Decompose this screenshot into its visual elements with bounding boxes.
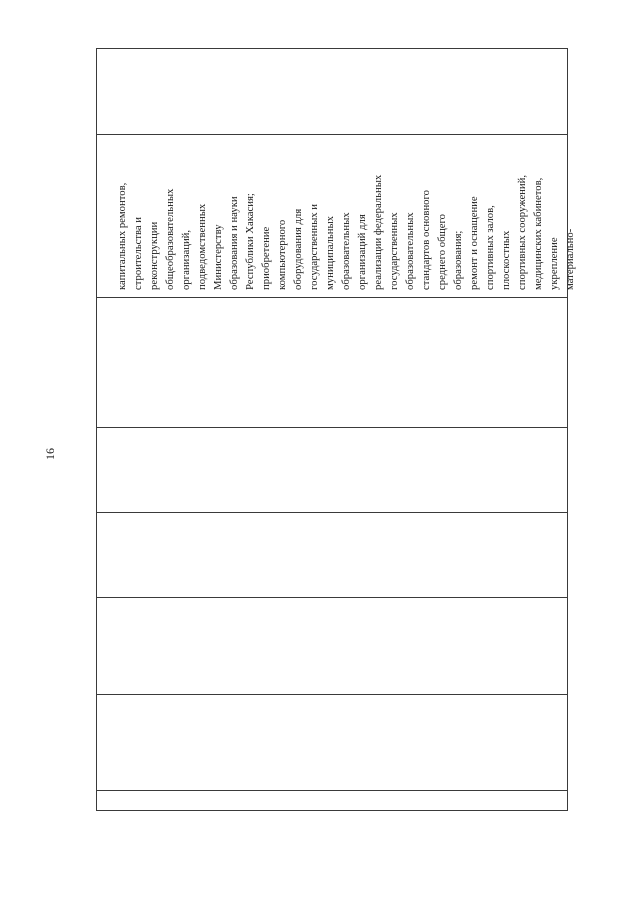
- cell-text-line: компьютерного: [276, 219, 288, 290]
- cell-text-line: общеобразовательных: [164, 188, 176, 290]
- cell-text-line: ремонт и оснащение: [468, 196, 480, 290]
- cell-text-block: [114, 140, 576, 290]
- cell-text-line: организаций,: [180, 229, 192, 290]
- cell-text-line: медицинских кабинетов,: [532, 177, 544, 290]
- cell-text-line: реализации федеральных: [372, 174, 384, 290]
- cell-text-line: государственных и: [308, 203, 320, 290]
- cell-text-line: оборудования для: [292, 208, 304, 290]
- cell-text-line: строительства и: [132, 216, 144, 290]
- cell-text-line: плоскостных: [500, 230, 512, 290]
- cell-text-line: Республики Хакасия;: [244, 193, 256, 290]
- cell-text-line: образования;: [452, 230, 464, 290]
- cell-text-line: спортивных сооружений,: [516, 174, 528, 290]
- cell-text-line: капитальных ремонтов,: [116, 182, 128, 290]
- table-cell-rotated: [114, 140, 576, 290]
- cell-text-line: подведомственных: [196, 203, 208, 290]
- cell-text-line: укрепление: [548, 237, 560, 290]
- cell-text-line: спортивных залов,: [484, 205, 496, 290]
- cell-text-line: муниципальных: [324, 216, 336, 290]
- page-number: 16: [43, 448, 57, 460]
- cell-text-line: Министерству: [212, 224, 224, 290]
- cell-text-line: среднего общего: [436, 214, 448, 290]
- cell-text-line: организаций для: [356, 214, 368, 290]
- cell-text-line: реконструкции: [148, 221, 160, 290]
- cell-text-line: образования и науки: [228, 196, 240, 290]
- cell-text-line: материально-: [564, 228, 576, 290]
- cell-text-line: образовательных: [340, 212, 352, 290]
- cell-text-line: государственных: [388, 212, 400, 290]
- cell-text-line: приобретение: [260, 226, 272, 290]
- cell-text-line: образовательных: [404, 212, 416, 290]
- cell-text-line: стандартов основного: [420, 190, 432, 290]
